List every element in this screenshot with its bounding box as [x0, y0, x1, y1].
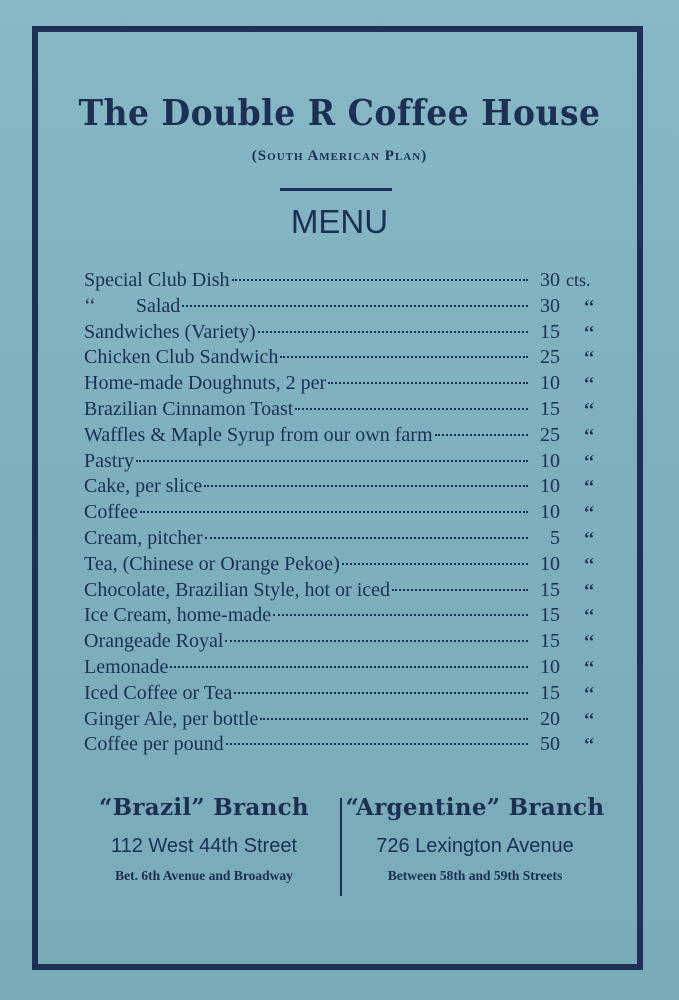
dot-leader — [205, 536, 528, 539]
menu-item — [84, 320, 604, 346]
menu-item-price: 15 — [540, 604, 560, 627]
menu-item-unit: ‘‘ — [583, 579, 595, 600]
menu-item-name: Tea, (Chinese or Orange Pekoe) — [84, 552, 340, 575]
menu-item-name: Ginger Ale, per bottle — [84, 707, 259, 730]
dot-leader — [140, 510, 528, 513]
branch-name: “Argentine” Branch — [345, 794, 605, 821]
branch-divider — [340, 798, 342, 896]
menu-item-name: Special Club Dish — [84, 269, 230, 291]
menu-item-price: 10 — [540, 501, 560, 524]
menu-item-price: 15 — [540, 681, 560, 704]
menu-item — [84, 629, 604, 655]
menu-item — [84, 423, 604, 449]
menu-item-name: ‘‘ Salad — [84, 294, 181, 317]
menu-item-price: 15 — [540, 630, 560, 653]
branch-address: 112 West 44th Street — [110, 835, 298, 857]
menu-item-price: 10 — [540, 552, 560, 575]
menu-item-price: 15 — [540, 320, 560, 343]
dot-leader — [170, 665, 528, 668]
menu-item — [84, 732, 604, 758]
menu-item-unit: ‘‘ — [583, 502, 595, 523]
branch-address: 726 Lexington Avenue — [376, 835, 574, 857]
menu-item-unit: ‘‘ — [583, 631, 595, 652]
menu-item-unit: ‘‘ — [583, 682, 595, 703]
menu-item-name: Brazilian Cinnamon Toast — [84, 397, 294, 420]
menu-item-price: 10 — [540, 655, 560, 678]
menu-item-name: Home-made Doughnuts, 2 per — [84, 372, 327, 395]
dot-leader — [226, 742, 528, 745]
dot-leader — [204, 484, 528, 487]
menu-item — [84, 371, 604, 397]
menu-item-unit: ‘‘ — [583, 295, 595, 316]
menu-item — [84, 294, 604, 320]
menu-item-price: 10 — [540, 449, 560, 472]
dot-leader — [182, 304, 528, 307]
dot-leader — [342, 562, 528, 565]
menu-item-name: Chicken Club Sandwich — [84, 346, 279, 369]
dot-leader — [225, 639, 528, 642]
menu-item — [84, 681, 604, 707]
menu-item-name: Pastry — [84, 449, 134, 472]
dot-leader — [328, 381, 528, 384]
menu-item-unit: ‘‘ — [583, 553, 595, 574]
dot-leader — [232, 278, 528, 281]
menu-item-unit: ‘‘ — [583, 527, 595, 548]
menu-item-unit: ‘‘ — [583, 398, 595, 419]
menu-item — [84, 500, 604, 526]
menu-item-name: Coffee per pound — [84, 733, 224, 756]
menu-item-unit: ‘‘ — [583, 450, 595, 471]
title-divider — [280, 188, 392, 191]
menu-item-price: 15 — [540, 397, 560, 420]
menu-item-unit: ‘‘ — [583, 605, 595, 626]
menu-item-unit: ‘‘ — [583, 321, 595, 342]
menu-item — [84, 397, 604, 423]
menu-heading: MENU — [290, 203, 389, 240]
dot-leader — [280, 355, 528, 358]
menu-item-name: Iced Coffee or Tea — [84, 681, 233, 704]
menu-item — [84, 655, 604, 681]
menu-item-name: Waffles & Maple Syrup from our own farm — [84, 423, 433, 446]
dot-leader — [136, 459, 528, 462]
dot-leader — [260, 717, 528, 720]
menu-item-unit: ‘‘ — [583, 424, 595, 445]
menu-item-unit: ‘‘ — [583, 656, 595, 677]
menu-items-list — [84, 268, 604, 758]
menu-item — [84, 552, 604, 578]
menu-item-price: 30 — [540, 294, 560, 317]
menu-item-price: 25 — [540, 346, 560, 369]
menu-item-unit: cts. — [566, 270, 591, 290]
dot-leader — [273, 613, 528, 616]
menu-item-unit: ‘‘ — [583, 734, 595, 755]
menu-item-unit: ‘‘ — [583, 708, 595, 729]
branch-cross-streets: Bet. 6th Avenue and Broadway — [115, 868, 293, 883]
menu-item-name: Chocolate, Brazilian Style, hot or iced — [84, 578, 391, 601]
menu-item-name: Sandwiches (Variety) — [84, 320, 256, 343]
dot-leader — [258, 330, 528, 333]
dot-leader — [392, 588, 528, 591]
menu-item-unit: ‘‘ — [583, 347, 595, 368]
menu-item-price: 10 — [540, 372, 560, 395]
menu-item — [84, 268, 604, 294]
menu-item-price: 30 — [540, 269, 560, 291]
menu-item — [84, 578, 604, 604]
dot-leader — [295, 407, 528, 410]
menu-item — [84, 345, 604, 371]
menu-item — [84, 526, 604, 552]
menu-item-price: 20 — [540, 707, 560, 730]
menu-item-price: 5 — [550, 526, 560, 549]
menu-item-price: 10 — [540, 475, 560, 498]
menu-item-price: 50 — [540, 733, 560, 756]
menu-item — [84, 707, 604, 733]
menu-item-name: Cream, pitcher — [84, 526, 203, 549]
menu-item-unit: ‘‘ — [583, 373, 595, 394]
menu-item-name: Lemonade — [84, 655, 169, 678]
branch-brazil — [70, 790, 338, 884]
branch-argentine — [344, 790, 606, 884]
menu-item-name: Cake, per slice — [84, 475, 203, 498]
menu-item-price: 15 — [540, 578, 560, 601]
menu-item — [84, 449, 604, 475]
dot-leader — [435, 433, 529, 436]
dot-leader — [234, 691, 528, 694]
menu-item-name: Orangeade Royal — [84, 630, 224, 653]
menu-item-unit: ‘‘ — [583, 476, 595, 497]
menu-item-price: 25 — [540, 423, 560, 446]
menu-item-name: Ice Cream, home-made — [84, 604, 272, 627]
menu-item-name: Coffee — [84, 501, 139, 524]
page-subtitle: (South American Plan) — [251, 148, 428, 164]
branch-name: “Brazil” Branch — [99, 794, 309, 821]
page-title: The Double R Coffee House — [78, 91, 601, 134]
branches-section — [70, 790, 610, 900]
menu-item — [84, 603, 604, 629]
branch-cross-streets: Between 58th and 59th Streets — [387, 868, 563, 883]
menu-item — [84, 474, 604, 500]
